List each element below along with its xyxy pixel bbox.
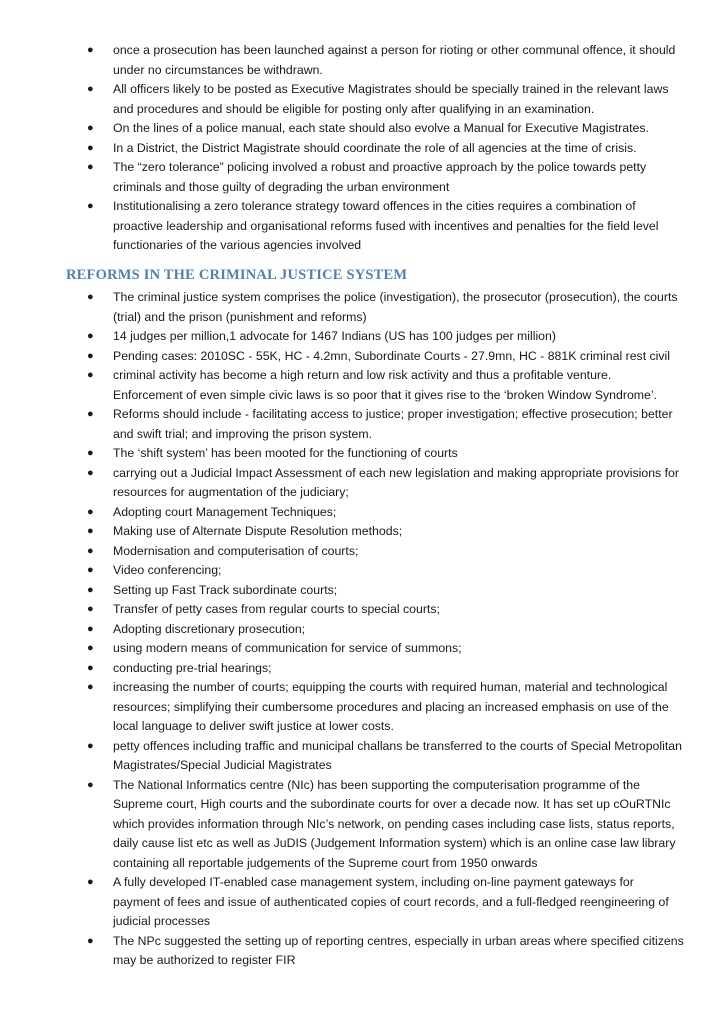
list-item (0, 932, 728, 971)
list-item (0, 620, 728, 640)
bullet-icon: ● (87, 200, 94, 212)
list-item-text: Setting up Fast Track subordinate courts; (113, 582, 338, 597)
list-item-text: The NPc suggested the setting up of reporting centres, especially in urban areas where specified citizens may be authorized to register FIR (113, 933, 684, 967)
list-item (0, 405, 728, 444)
list-item-text: The ‘shift system’ has been mooted for the functioning of courts (113, 446, 458, 460)
list-item (0, 366, 728, 405)
list-item (0, 639, 728, 659)
list-item-text: Making use of Alternate Dispute Resolution methods; (113, 524, 403, 538)
list-item-text: The National Informatics centre (NIc) has been supporting the computerisation programme of the Supreme court, High courts and the subordinate courts for over a decade now. It has set up cOuRTNIc which provides information through NIc’s network, on pending cases including case lists, status reports, daily cause list etc as well as JuDIS (Judgement Information system) which is an online case law library containing all reportable judgements of the Supreme court from 1950 onwards (113, 777, 676, 870)
bullet-icon: ● (87, 934, 94, 947)
list-item-text: A fully developed IT-enabled case management system, including on-line payment gateways for payment of fees and issue of authenticated copies of court records, and a full-fledged reengineering of judicial processes (113, 875, 669, 928)
bullet-icon: ● (87, 122, 94, 134)
bullet-icon: ● (87, 447, 94, 459)
list-item-text: carrying out a Judicial Impact Assessment of each new legislation and making appropriate provisions for resources for augmentation of the judiciary; (113, 465, 679, 499)
list-item (0, 503, 728, 523)
list-item (0, 139, 728, 159)
list-item (0, 600, 728, 620)
bullet-icon: ● (87, 564, 94, 576)
list-item (0, 119, 728, 139)
bullet-icon: ● (87, 83, 94, 95)
list-item-text: Reforms should include - facilitating access to justice; proper investigation; effective prosecution; better and swift trial; and improving the prison system. (113, 407, 673, 441)
list-item (0, 522, 728, 542)
bullet-icon: ● (87, 291, 94, 303)
bullet-icon: ● (87, 161, 94, 173)
list-item-text: criminal activity has become a high return and low risk activity and thus a profitable venture. Enforcement of even simple civic laws is so poor that it gives rise to the ‘broken Window Syndrome’. (113, 368, 658, 402)
list-item (0, 581, 728, 601)
list-item (0, 542, 728, 562)
list-item (0, 197, 728, 256)
list-item (0, 158, 728, 197)
list-item-text: The “zero tolerance” policing involved a robust and proactive approach by the police towards petty criminals and those guilty of degrading the urban environment (113, 160, 647, 194)
list-item-text: conducting pre-trial hearings; (113, 660, 272, 675)
section-heading: REFORMS IN THE CRIMINAL JUSTICE SYSTEM (66, 267, 408, 283)
list-item (0, 347, 728, 367)
list-item (0, 873, 728, 932)
list-item (0, 327, 728, 347)
list-item-text: Pending cases: 2010SC - 55K, HC - 4.2mn, Subordinate Courts - 27.9mn, HC - 881K criminal rest civil (113, 348, 671, 363)
bullet-icon: ● (87, 661, 94, 674)
list-item (0, 737, 728, 776)
bullet-icon: ● (87, 369, 94, 381)
bullet-icon: ● (87, 408, 94, 420)
list-item-text: On the lines of a police manual, each state should also evolve a Manual for Executive Magistrates. (113, 121, 649, 135)
reforms-bullet-list (0, 288, 728, 971)
list-item-text: petty offences including traffic and municipal challans be transferred to the courts of Special Metropolitan Magistrates/Special Judicial Magistrates (113, 738, 682, 772)
list-item (0, 464, 728, 503)
intro-bullet-list (0, 41, 728, 256)
list-item (0, 444, 728, 464)
bullet-icon: ● (87, 349, 94, 362)
list-item (0, 561, 728, 581)
list-item (0, 678, 728, 737)
list-item-text: The criminal justice system comprises the police (investigation), the prosecutor (prosecution), the courts (trial) and the prison (punishment and reforms) (113, 290, 678, 324)
bullet-icon: ● (87, 622, 94, 635)
list-item-text: All officers likely to be posted as Executive Magistrates should be specially trained in the relevant laws and procedures and should be eligible for posting only after qualifying in an examination. (113, 82, 669, 116)
list-item-text: Video conferencing; (113, 563, 222, 577)
list-item-text: In a District, the District Magistrate should coordinate the role of all agencies at the time of crisis. (113, 140, 637, 155)
bullet-icon: ● (87, 876, 94, 888)
list-item-text: Transfer of petty cases from regular courts to special courts; (113, 602, 440, 616)
list-item (0, 288, 728, 327)
list-item (0, 776, 728, 874)
bullet-icon: ● (87, 603, 94, 615)
list-item (0, 41, 728, 80)
list-item (0, 80, 728, 119)
bullet-icon: ● (87, 544, 94, 557)
bullet-icon: ● (87, 466, 94, 479)
list-item-text: Adopting court Management Techniques; (113, 504, 337, 519)
list-item (0, 659, 728, 679)
bullet-icon: ● (87, 642, 94, 654)
list-item-text: Institutionalising a zero tolerance strategy toward offences in the cities requires a combination of proactive leadership and organisational reforms fused with incentives and penalties for the field level functionaries of the various agencies involved (113, 199, 659, 252)
bullet-icon: ● (87, 141, 94, 154)
list-item-text: once a prosecution has been launched against a person for rioting or other communal offence, it should under no circumstances be withdrawn. (113, 43, 676, 77)
list-item-text: 14 judges per million,1 advocate for 1467 Indians (US has 100 judges per million) (113, 329, 556, 343)
bullet-icon: ● (87, 525, 94, 537)
bullet-icon: ● (87, 778, 94, 791)
bullet-icon: ● (87, 330, 94, 342)
bullet-icon: ● (87, 583, 94, 596)
bullet-icon: ● (87, 505, 94, 518)
bullet-icon: ● (87, 681, 94, 693)
list-item-text: Adopting discretionary prosecution; (113, 621, 306, 636)
list-item-text: increasing the number of courts; equipping the courts with required human, material and technological resources; simplifying their cumbersome procedures and placing an increased emphasis on use of the local language to deliver swift justice at lower costs. (113, 680, 669, 733)
bullet-icon: ● (87, 44, 94, 56)
list-item-text: using modern means of communication for service of summons; (113, 641, 462, 655)
list-item-text: Modernisation and computerisation of courts; (113, 543, 359, 558)
bullet-icon: ● (87, 739, 94, 752)
